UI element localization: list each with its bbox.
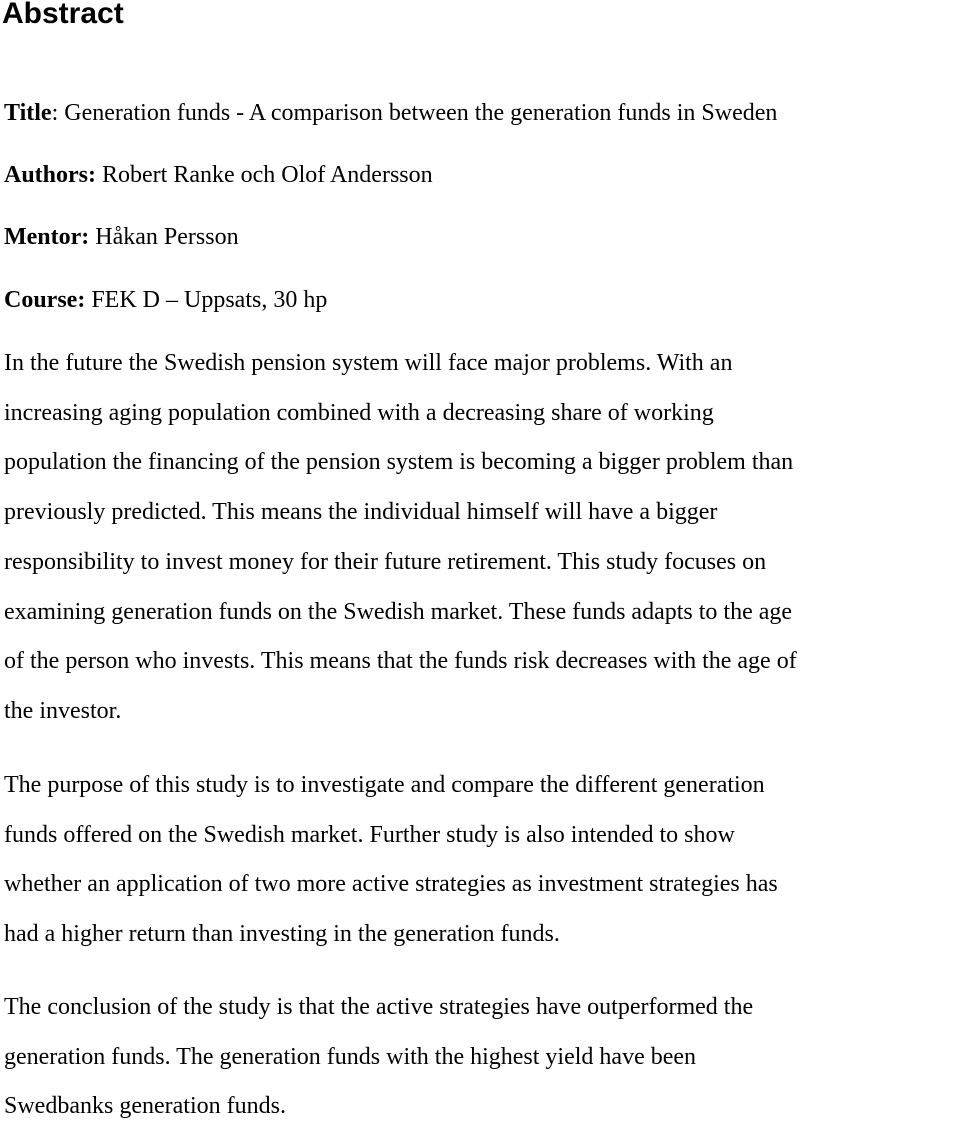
paragraph-line: the investor. [4, 697, 122, 724]
mentor-value: Håkan Persson [89, 224, 239, 250]
course-label: Course: [4, 287, 86, 313]
authors-value: Robert Ranke och Olof Andersson [96, 162, 433, 188]
paragraph-line: increasing aging population combined with a decreasing share of working [4, 399, 714, 426]
paragraph-line: The conclusion of the study is that the active strategies have outperformed the [4, 994, 754, 1020]
title-value: : Generation funds - A comparison between the generation funds in Sweden [51, 100, 778, 126]
paragraph-line: Swedbanks generation funds. [4, 1093, 286, 1120]
paragraph-line: examining generation funds on the Swedish market. These funds adapts to the age [4, 598, 793, 625]
paragraph-line: of the person who invests. This means that the funds risk decreases with the age of [4, 648, 797, 675]
authors-line [4, 160, 433, 190]
title-label: Title [4, 100, 52, 126]
abstract-paragraph-purpose [4, 761, 956, 960]
paragraph-line: generation funds. The generation funds with the highest yield have been [4, 1043, 697, 1070]
paragraph-line: The purpose of this study is to investigate and compare the different generation [4, 772, 765, 798]
course-value: FEK D – Uppsats, 30 hp [85, 287, 328, 313]
paragraph-line: responsibility to invest money for their future retirement. This study focuses on [4, 548, 767, 575]
paragraph-line: whether an application of two more active strategies as investment strategies has [4, 871, 778, 898]
paragraph-line: had a higher return than investing in the generation funds. [4, 921, 560, 948]
paragraph-line: previously predicted. This means the individual himself will have a bigger [4, 499, 718, 526]
authors-label: Authors: [4, 162, 97, 188]
paragraph-line: funds offered on the Swedish market. Further study is also intended to show [4, 821, 735, 848]
mentor-line [4, 222, 239, 252]
abstract-paragraph-conclusion [4, 983, 956, 1132]
title-line [4, 98, 777, 128]
course-line [4, 285, 327, 315]
paragraph-line: population the financing of the pension system is becoming a bigger problem than [4, 449, 794, 476]
abstract-paragraph-background [4, 339, 956, 737]
paragraph-line: In the future the Swedish pension system will face major problems. With an [4, 350, 733, 376]
mentor-label: Mentor: [4, 224, 90, 250]
page-title: Abstract [2, 0, 124, 30]
